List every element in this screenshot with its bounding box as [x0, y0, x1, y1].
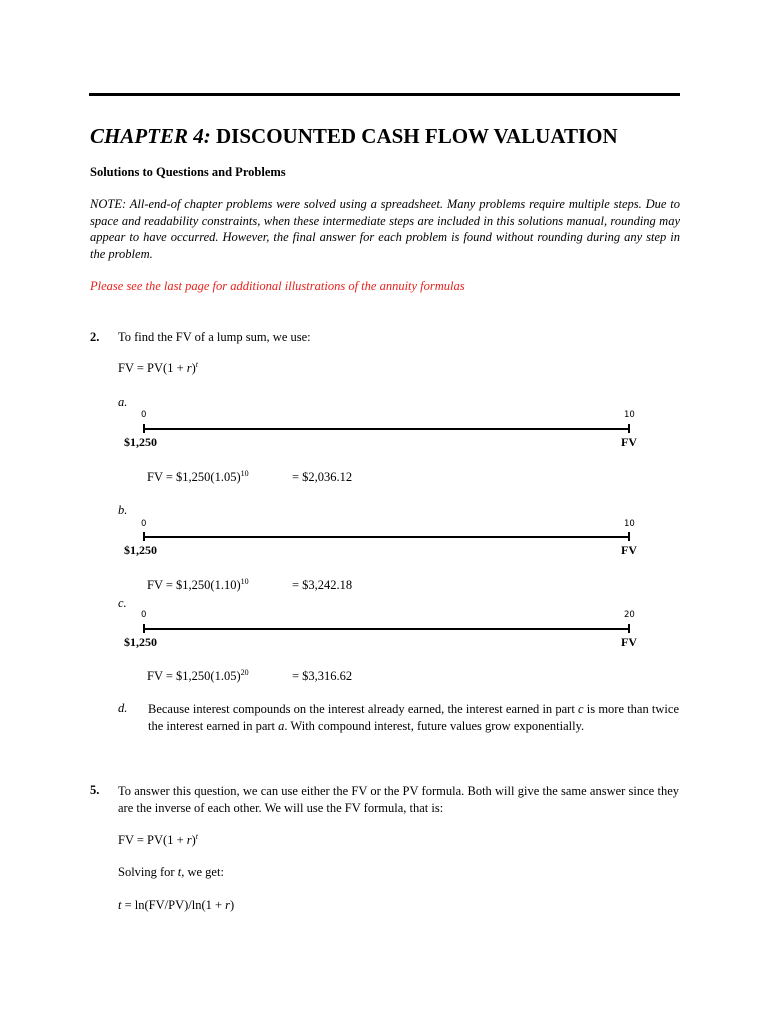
timeline-start-label: 0 — [141, 519, 147, 529]
chapter-heading — [90, 124, 618, 149]
timeline-line — [143, 628, 630, 630]
chapter-number: CHAPTER 4: — [90, 124, 211, 148]
timeline-end-label: 10 — [624, 410, 635, 420]
timeline-start-label: 0 — [141, 610, 147, 620]
part-b-label: b. — [118, 503, 128, 517]
question-5-solution-formula: t = ln(FV/PV)/ln(1 + r) — [118, 898, 235, 912]
header-rule — [89, 93, 680, 96]
part-d-explanation: Because interest compounds on the interest already earned, the interest earned in part c is more than twice the interest earned in part a. With compound interest, future values grow exponentially. — [148, 702, 679, 733]
timeline-pv-label: $1,250 — [124, 635, 157, 649]
timeline-fv-label: FV — [621, 435, 637, 449]
timeline-pv-label: $1,250 — [124, 543, 157, 557]
question-5-intro: To answer this question, we can use either the FV or the PV formula. Both will give the same answer since they are the inverse of each other. We will use the FV formula, that is: — [118, 784, 679, 815]
timeline-fv-label: FV — [621, 543, 637, 557]
question-2-formula: FV = $PV(1 + r)^t$ — [118, 359, 199, 375]
timeline-fv-label: FV — [621, 635, 637, 649]
question-5-formula: FV = $PV(1 + r)^t$ — [118, 831, 199, 847]
timeline-line — [143, 428, 630, 430]
section-subtitle: Solutions to Questions and Problems — [90, 165, 286, 179]
timeline-end-tick — [628, 624, 630, 633]
part-a-calculation: FV = $\$1,250(1.05)^{10}$ — [147, 468, 249, 484]
note-paragraph: NOTE: All-end-of chapter problems were solved using a spreadsheet. Many problems require multiple steps. Due to space and readability constraints, when these intermediate steps are included in this solutions manual, rounding may appear to have occurred. However, the final answer for each problem is found without rounding during any step in the problem. — [90, 197, 680, 261]
question-2-intro: To find the FV of a lump sum, we use: — [118, 330, 311, 344]
timeline-end-label: 10 — [624, 519, 635, 529]
timeline-pv-label: $1,250 — [124, 435, 157, 449]
part-c-label: c. — [118, 596, 127, 610]
timeline-end-label: 20 — [624, 610, 635, 620]
part-a-label: a. — [118, 395, 128, 409]
question-2-number: 2. — [90, 330, 100, 344]
chapter-title: DISCOUNTED CASH FLOW VALUATION — [216, 124, 618, 148]
part-b-result: = $3,242.18 — [292, 578, 353, 592]
part-c-calculation: FV = $\$1,250(1.05)^{20}$ — [147, 667, 249, 683]
part-d-label: d. — [118, 701, 128, 715]
part-a-result: = $2,036.12 — [292, 470, 353, 484]
timeline-end-tick — [628, 424, 630, 433]
part-c-result: = $3,316.62 — [292, 669, 353, 683]
timeline-start-label: 0 — [141, 410, 147, 420]
timeline-line — [143, 536, 630, 538]
question-5-solving-text: Solving for t, we get: — [118, 865, 224, 879]
question-5-number: 5. — [90, 783, 100, 797]
timeline-end-tick — [628, 532, 630, 541]
annuity-illustrations-note: Please see the last page for additional illustrations of the annuity formulas — [90, 279, 465, 293]
part-b-calculation: FV = $\$1,250(1.10)^{10}$ — [147, 576, 249, 592]
